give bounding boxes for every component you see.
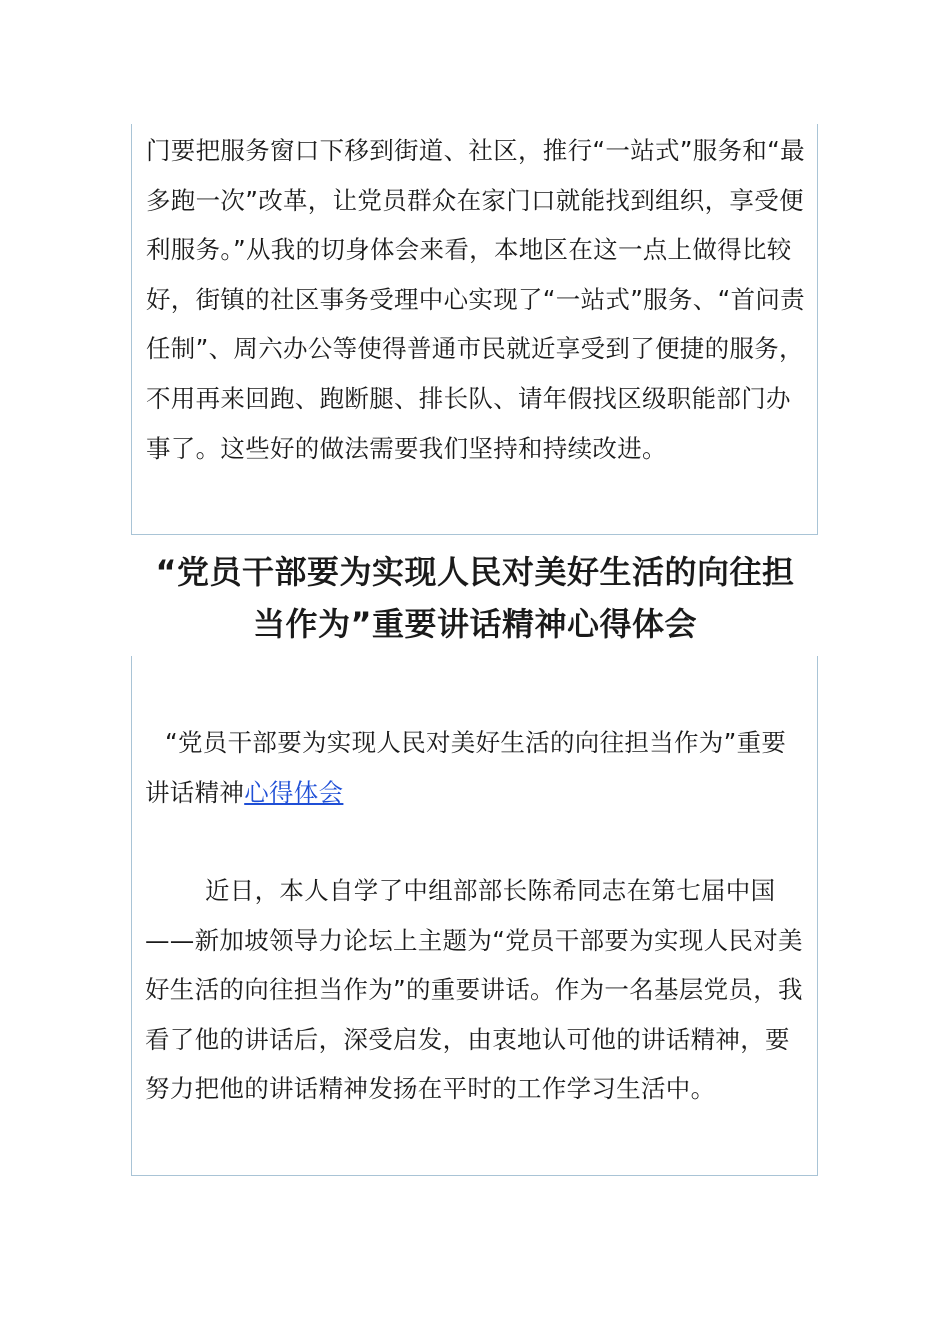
subtitle-text: “党员干部要为实现人民对美好生活的向往担当作为”重要讲话精神	[145, 728, 787, 807]
xinde-tihui-link[interactable]: 心得体会	[244, 777, 344, 807]
text-box-top	[131, 124, 818, 535]
article-title: “党员干部要为实现人民对美好生活的向往担当作为”重要讲话精神心得体会	[155, 553, 795, 643]
subtitle-paragraph	[145, 718, 805, 817]
paragraph-service: 门要把服务窗口下移到街道、社区，推行“一站式”服务和“最多跑一次”改革，让党员群众在家门口就能找到组织，享受便利服务。”从我的切身体会来看，本地区在这一点上做得比较好，街镇的社区事务受理中心实现了“一站式”服务、“首问责任制”、周六办公等使得普通市民就近享受到了便捷的服务，不用再来回跑、跑断腿、排长队、请年假找区级职能部门办事了。这些好的做法需要我们坚持和持续改进。	[146, 136, 805, 463]
body-paragraph: 近日，本人自学了中组部部长陈希同志在第七届中国——新加坡领导力论坛上主题为“党员干部要为实现人民对美好生活的向往担当作为”的重要讲话。作为一名基层党员，我看了他的讲话后，深受启发，由衷地认可他的讲话精神，要努力把他的讲话精神发扬在平时的工作学习生活中。	[145, 876, 803, 1104]
